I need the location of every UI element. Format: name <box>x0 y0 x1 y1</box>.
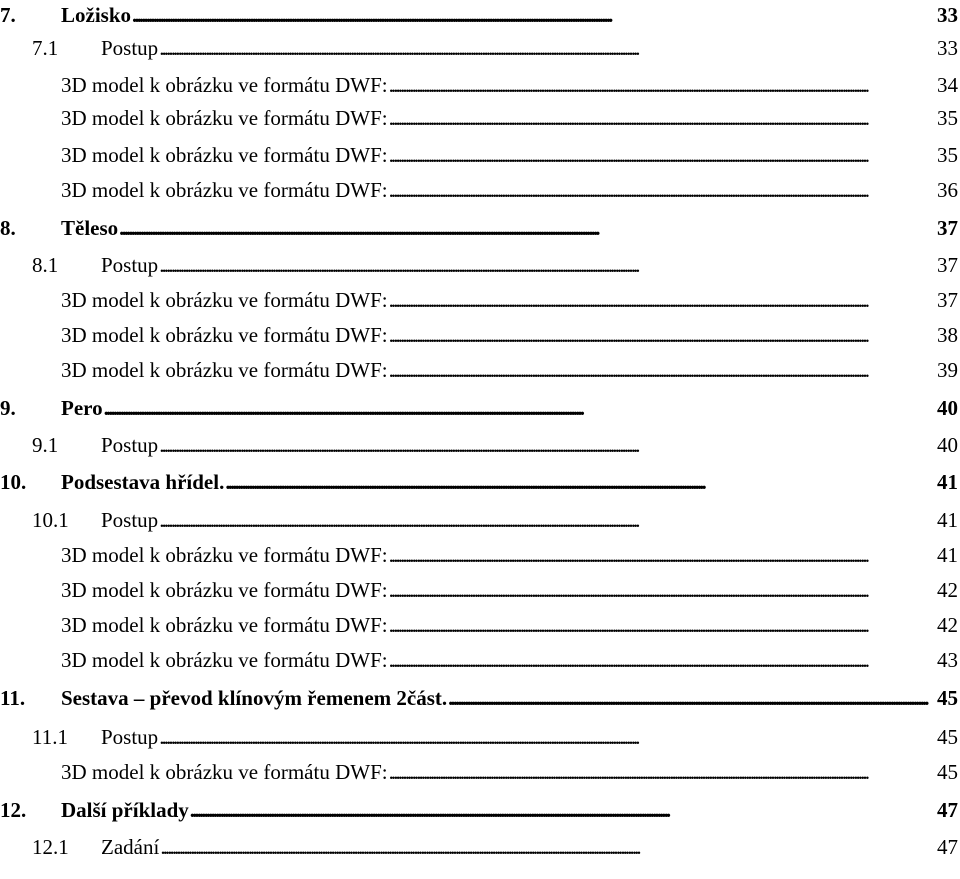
dot-leader <box>190 795 936 825</box>
toc-entry[interactable] <box>0 393 960 423</box>
toc-entry[interactable] <box>0 757 960 787</box>
dot-leader <box>225 467 936 497</box>
toc-entry-title: 3D model k obrázku ve formátu DWF: <box>61 358 388 382</box>
toc-entry-number: 7. <box>0 3 16 27</box>
toc-entry[interactable] <box>0 467 960 497</box>
toc-entry[interactable] <box>0 250 960 280</box>
toc-entry[interactable] <box>0 610 960 640</box>
toc-entry-title: 3D model k obrázku ve formátu DWF: <box>61 143 388 167</box>
dot-leader <box>159 722 936 752</box>
toc-entry-title: 3D model k obrázku ve formátu DWF: <box>61 323 388 347</box>
dot-leader <box>389 757 936 787</box>
dot-leader <box>159 250 936 280</box>
dot-leader <box>159 430 936 460</box>
dot-leader <box>448 683 936 713</box>
toc-entry-number: 9. <box>0 396 16 420</box>
dot-leader <box>389 645 936 675</box>
toc-entry-page-number: 36 <box>937 178 958 202</box>
toc-entry[interactable] <box>0 285 960 315</box>
dot-leader <box>389 540 936 570</box>
toc-entry[interactable] <box>0 540 960 570</box>
toc-entry[interactable] <box>0 645 960 675</box>
toc-entry-page-number: 47 <box>937 798 958 822</box>
toc-entry-page-number: 37 <box>937 253 958 277</box>
toc-entry[interactable] <box>0 722 960 752</box>
toc-entry[interactable] <box>0 33 960 63</box>
toc-entry-page-number: 33 <box>937 36 958 60</box>
dot-leader <box>389 285 936 315</box>
toc-entry-page-number: 37 <box>937 288 958 312</box>
dot-leader <box>132 0 936 30</box>
toc-entry-title: 3D model k obrázku ve formátu DWF: <box>61 760 388 784</box>
toc-entry[interactable] <box>0 103 960 133</box>
toc-entry[interactable] <box>0 70 960 100</box>
toc-entry-title: Další příklady <box>61 798 189 822</box>
toc-entry-title: Postup <box>101 253 159 277</box>
toc-entry[interactable] <box>0 832 960 862</box>
toc-entry-title: 3D model k obrázku ve formátu DWF: <box>61 288 388 312</box>
toc-entry-title: Postup <box>101 508 159 532</box>
dot-leader <box>160 832 936 862</box>
dot-leader <box>104 393 936 423</box>
toc-entry-title: Sestava – převod klínovým řemenem 2část. <box>61 686 448 710</box>
dot-leader <box>119 213 936 243</box>
toc-entry-page-number: 41 <box>937 508 958 532</box>
toc-entry-number: 11. <box>0 686 26 710</box>
toc-entry[interactable] <box>0 430 960 460</box>
dot-leader <box>159 33 936 63</box>
toc-entry-page-number: 33 <box>937 3 958 27</box>
toc-entry-title: Postup <box>101 36 159 60</box>
toc-entry-title: 3D model k obrázku ve formátu DWF: <box>61 178 388 202</box>
toc-entry-page-number: 38 <box>937 323 958 347</box>
toc-entry-number: 7.1 <box>32 36 59 60</box>
toc-entry-page-number: 45 <box>937 760 958 784</box>
toc-entry-title: Pero <box>61 396 103 420</box>
dot-leader <box>389 575 936 605</box>
toc-entry-page-number: 39 <box>937 358 958 382</box>
toc-entry[interactable] <box>0 795 960 825</box>
toc-entry-title: Postup <box>101 725 159 749</box>
dot-leader <box>389 70 936 100</box>
toc-entry-page-number: 43 <box>937 648 958 672</box>
toc-entry-page-number: 40 <box>937 396 958 420</box>
toc-entry-number: 12. <box>0 798 27 822</box>
toc-entry-number: 10.1 <box>32 508 69 532</box>
toc-entry[interactable] <box>0 320 960 350</box>
dot-leader <box>389 103 936 133</box>
toc-entry-title: Postup <box>101 433 159 457</box>
toc-entry[interactable] <box>0 140 960 170</box>
dot-leader <box>389 355 936 385</box>
toc-entry[interactable] <box>0 683 960 713</box>
toc-entry-page-number: 42 <box>937 578 958 602</box>
toc-entry-title: Zadání <box>101 835 160 859</box>
toc-entry-number: 12.1 <box>32 835 69 859</box>
toc-entry-page-number: 47 <box>937 835 958 859</box>
toc-entry[interactable] <box>0 355 960 385</box>
toc-entry[interactable] <box>0 0 960 30</box>
toc-entry-title: 3D model k obrázku ve formátu DWF: <box>61 613 388 637</box>
toc-entry-page-number: 45 <box>937 686 958 710</box>
toc-entry-page-number: 34 <box>937 73 958 97</box>
toc-entry-title: 3D model k obrázku ve formátu DWF: <box>61 73 388 97</box>
toc-entry-page-number: 41 <box>937 543 958 567</box>
toc-entry-title: 3D model k obrázku ve formátu DWF: <box>61 648 388 672</box>
toc-entry-title: Podsestava hřídel. <box>61 470 225 494</box>
toc-entry-title: 3D model k obrázku ve formátu DWF: <box>61 578 388 602</box>
toc-entry-number: 9.1 <box>32 433 59 457</box>
toc-entry[interactable] <box>0 175 960 205</box>
toc-entry[interactable] <box>0 213 960 243</box>
toc-entry-number: 10. <box>0 470 27 494</box>
toc-entry-title: Těleso <box>61 216 119 240</box>
toc-entry-page-number: 35 <box>937 143 958 167</box>
toc-entry-page-number: 41 <box>937 470 958 494</box>
toc-entry[interactable] <box>0 505 960 535</box>
dot-leader <box>389 140 936 170</box>
toc-entry-number: 8.1 <box>32 253 59 277</box>
dot-leader <box>389 610 936 640</box>
toc-entry-page-number: 45 <box>937 725 958 749</box>
toc-entry-page-number: 42 <box>937 613 958 637</box>
toc-entry-title: 3D model k obrázku ve formátu DWF: <box>61 106 388 130</box>
toc-entry[interactable] <box>0 575 960 605</box>
toc-entry-page-number: 37 <box>937 216 958 240</box>
toc-entry-title: Ložisko <box>61 3 132 27</box>
dot-leader <box>159 505 936 535</box>
dot-leader <box>389 320 936 350</box>
toc-entry-page-number: 40 <box>937 433 958 457</box>
toc-entry-page-number: 35 <box>937 106 958 130</box>
dot-leader <box>389 175 936 205</box>
toc-entry-title: 3D model k obrázku ve formátu DWF: <box>61 543 388 567</box>
toc-entry-number: 11.1 <box>32 725 68 749</box>
toc-entry-number: 8. <box>0 216 16 240</box>
